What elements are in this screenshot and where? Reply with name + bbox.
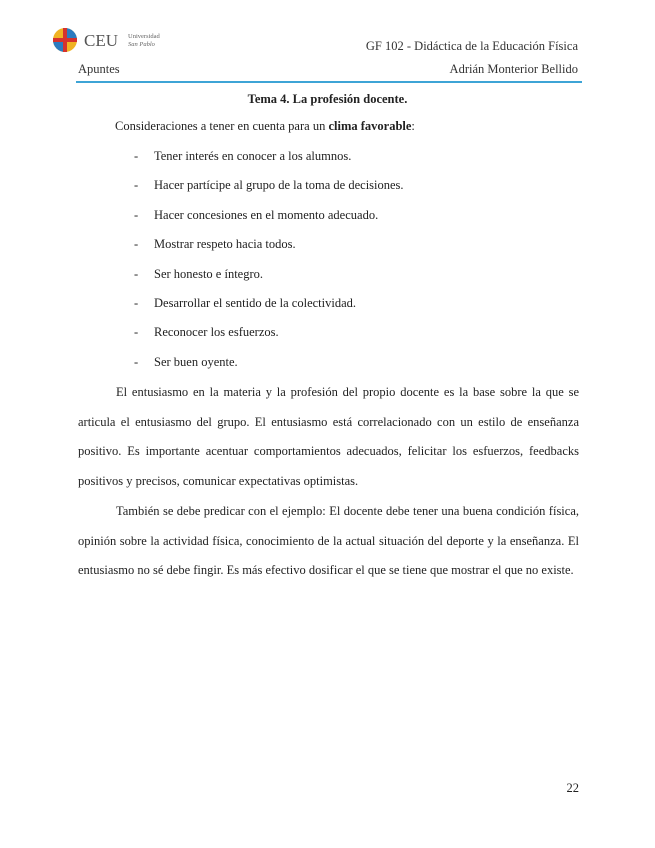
bullet-marker: -: [134, 149, 139, 163]
bullet-marker: -: [134, 266, 139, 281]
list-item: [134, 325, 404, 354]
intro-after: :: [411, 119, 415, 133]
intro-before: Consideraciones a tener en cuenta para un: [115, 119, 329, 133]
bullet-marker: -: [134, 178, 139, 193]
body-paragraph-2: También se debe predicar con el ejemplo: El docente debe tener una buena condición física, opinión sobre la actividad física, conocimiento de la actual situación del deporte y la enseñanza. El entusiasmo no sé debe fingir. Es más efectivo dosificar el que se tiene que mostrar el que no existe.: [78, 504, 579, 578]
list-item-text: Desarrollar el sentido de la colectividad.: [154, 295, 357, 310]
list-item-text: Ser honesto e íntegro.: [154, 266, 264, 281]
list-item: [134, 208, 404, 237]
page-number: 22: [566, 781, 579, 795]
intro-bold: clima favorable: [328, 119, 412, 133]
list-item-text: Mostrar respeto hacia todos.: [154, 237, 296, 252]
list-item-text: Hacer concesiones en el momento adecuado.: [154, 207, 379, 222]
list-item-text: Reconocer los esfuerzos.: [154, 325, 279, 340]
header-section: Apuntes: [78, 62, 120, 76]
list-item-text: Tener interés en conocer a los alumnos.: [154, 149, 352, 163]
list-item: [134, 267, 404, 296]
ceu-emblem-icon: [53, 28, 77, 52]
page-title: Tema 4. La profesión docente.: [247, 92, 408, 106]
bullet-marker: -: [134, 207, 139, 222]
list-item: [134, 178, 404, 207]
bullet-marker: -: [134, 295, 139, 310]
list-item-text: Ser buen oyente.: [154, 354, 238, 369]
list-item-text: Hacer partícipe al grupo de la toma de decisiones.: [154, 178, 404, 193]
header-course: GF 102 - Didáctica de la Educación Física: [365, 39, 578, 53]
bullet-list: [134, 149, 404, 384]
logo-sub-2: San Pablo: [128, 41, 155, 48]
ceu-logo: [52, 27, 177, 57]
header-author: Adrián Monterior Bellido: [449, 62, 578, 76]
bullet-marker: -: [134, 354, 139, 369]
list-item: [134, 296, 404, 325]
logo-text: CEU: [84, 31, 118, 50]
body-paragraph-1: El entusiasmo en la materia y la profesión del propio docente es la base sobre la que se articula el entusiasmo del grupo. El entusiasmo está correlacionado con un estilo de enseñanza positivo. Es importante acentuar comportamientos adecuados, felicitar los esfuerzos, feedbacks positivos y precisos, comunicar expectativas optimistas.: [78, 385, 579, 488]
intro-line: [115, 119, 415, 134]
list-item: [134, 237, 404, 266]
bullet-marker: -: [134, 237, 139, 252]
bullet-marker: -: [134, 325, 139, 340]
header-divider: [76, 81, 582, 83]
logo-sub-1: Universidad: [128, 33, 160, 40]
list-item: [134, 149, 404, 178]
